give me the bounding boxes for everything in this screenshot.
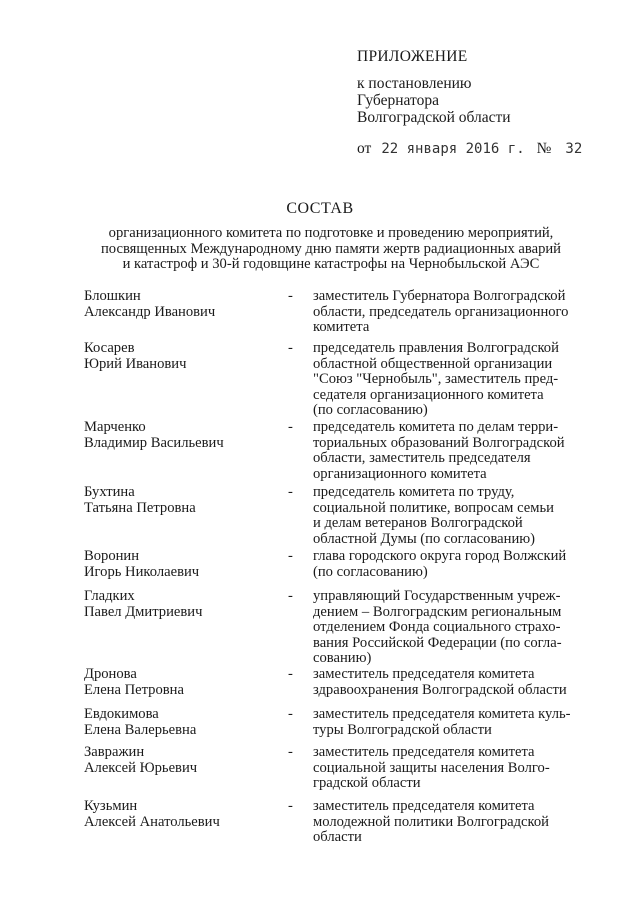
role-line: молодежной политики Волгоградской <box>313 813 549 830</box>
member-given-name: Павел Дмитриевич <box>84 603 203 620</box>
annex-ref-line-1: к постановлению <box>357 75 472 92</box>
page-heading: СОСТАВ <box>286 200 354 217</box>
annex-block <box>357 48 582 158</box>
member-name <box>84 589 284 620</box>
member-dash: - <box>288 666 293 682</box>
role-line: организационного комитета <box>313 465 487 482</box>
annex-date-row <box>357 140 582 158</box>
role-line: (по согласованию) <box>313 402 428 418</box>
member-name <box>84 745 284 776</box>
member-role <box>313 799 578 846</box>
member-role <box>313 667 578 698</box>
member-name <box>84 420 284 451</box>
member-name <box>84 799 284 830</box>
subtitle-line: посвященных Международному дню памяти жертв радиационных аварий <box>101 240 561 257</box>
date-prefix: от <box>357 140 372 157</box>
member-role <box>313 485 578 547</box>
member-surname: Завражин <box>84 744 145 760</box>
member-surname: Косарев <box>84 340 135 356</box>
member-given-name: Татьяна Петровна <box>84 499 196 516</box>
role-line: областной Думы (по согласованию) <box>313 530 536 547</box>
member-surname: Евдокимова <box>84 706 159 722</box>
member-dash: - <box>288 288 293 304</box>
annex-title: ПРИЛОЖЕНИЕ <box>357 48 468 65</box>
subtitle-line: организационного комитета по подготовке и проведению мероприятий, <box>108 225 554 241</box>
role-line: и делам ветеранов Волгоградской <box>313 515 523 531</box>
role-line: вания Российской Федерации (по согла- <box>313 634 562 651</box>
decree-number: 32 <box>565 141 583 157</box>
member-role <box>313 420 578 482</box>
role-line: заместитель председателя комитета <box>313 666 535 682</box>
committee-description <box>84 226 578 273</box>
member-given-name: Елена Петровна <box>84 681 184 698</box>
member-given-name: Игорь Николаевич <box>84 563 200 580</box>
role-line: заместитель председателя комитета <box>313 744 535 760</box>
member-surname: Марченко <box>84 419 146 435</box>
member-dash: - <box>288 340 293 356</box>
member-surname: Блошкин <box>84 288 141 304</box>
member-role <box>313 707 578 738</box>
role-line: градской области <box>313 775 421 791</box>
member-name <box>84 549 284 580</box>
annex-ref-line-3: Волгоградской области <box>357 109 511 126</box>
role-line: туры Волгоградской области <box>313 721 492 738</box>
role-line: социальной защиты населения Волго- <box>313 759 550 776</box>
member-dash: - <box>288 548 293 564</box>
annex-ref-line-2: Губернатора <box>357 92 439 109</box>
member-surname: Гладких <box>84 588 135 604</box>
member-role <box>313 549 578 580</box>
member-given-name: Елена Валерьевна <box>84 721 197 738</box>
role-line: председатель правления Волгоградской <box>313 340 559 356</box>
role-line: области, председатель организационного <box>313 303 569 320</box>
member-name <box>84 485 284 516</box>
role-line: (по согласованию) <box>313 563 428 580</box>
member-name <box>84 667 284 698</box>
member-name <box>84 707 284 738</box>
member-surname: Бухтина <box>84 484 135 500</box>
member-given-name: Юрий Иванович <box>84 355 187 372</box>
member-role <box>313 589 578 667</box>
member-given-name: Алексей Анатольевич <box>84 813 220 830</box>
role-line: заместитель председателя комитета куль- <box>313 706 571 722</box>
member-dash: - <box>288 744 293 760</box>
member-given-name: Александр Иванович <box>84 303 216 320</box>
member-surname: Дронова <box>84 666 137 682</box>
member-dash: - <box>288 419 293 435</box>
member-role <box>313 341 578 419</box>
member-name <box>84 341 284 372</box>
role-line: председатель комитета по труду, <box>313 484 515 500</box>
member-role <box>313 745 578 792</box>
role-line: глава городского округа город Волжский <box>313 548 567 564</box>
role-line: комитета <box>313 319 370 335</box>
role-line: дением – Волгоградским региональным <box>313 603 562 620</box>
role-line: сованию) <box>313 650 372 666</box>
role-line: "Союз "Чернобыль", заместитель пред- <box>313 371 559 387</box>
member-dash: - <box>288 706 293 722</box>
role-line: отделением Фонда социального страхо- <box>313 619 561 635</box>
role-line: области, заместитель председателя <box>313 450 531 466</box>
member-dash: - <box>288 798 293 814</box>
member-role <box>313 289 578 336</box>
role-line: ториальных образований Волгоградской <box>313 434 565 451</box>
role-line: здравоохранения Волгоградской области <box>313 681 567 698</box>
member-dash: - <box>288 484 293 500</box>
role-line: управляющий Государственным учреж- <box>313 588 561 604</box>
role-line: области <box>313 829 362 845</box>
subtitle-line: и катастроф и 30-й годовщине катастрофы на Чернобыльской АЭС <box>122 256 540 272</box>
role-line: председатель комитета по делам терри- <box>313 419 559 435</box>
number-sign: № <box>536 140 552 157</box>
role-line: заместитель председателя комитета <box>313 798 535 814</box>
member-surname: Кузьмин <box>84 798 138 814</box>
role-line: областной общественной организации <box>313 355 553 372</box>
member-dash: - <box>288 588 293 604</box>
decree-date: 22 января 2016 г. <box>381 141 525 157</box>
member-given-name: Алексей Юрьевич <box>84 759 198 776</box>
role-line: социальной политике, вопросам семьи <box>313 499 554 516</box>
member-surname: Воронин <box>84 548 140 564</box>
role-line: седателя организационного комитета <box>313 386 544 403</box>
member-name <box>84 289 284 320</box>
role-line: заместитель Губернатора Волгоградской <box>313 288 566 304</box>
member-given-name: Владимир Васильевич <box>84 434 224 451</box>
